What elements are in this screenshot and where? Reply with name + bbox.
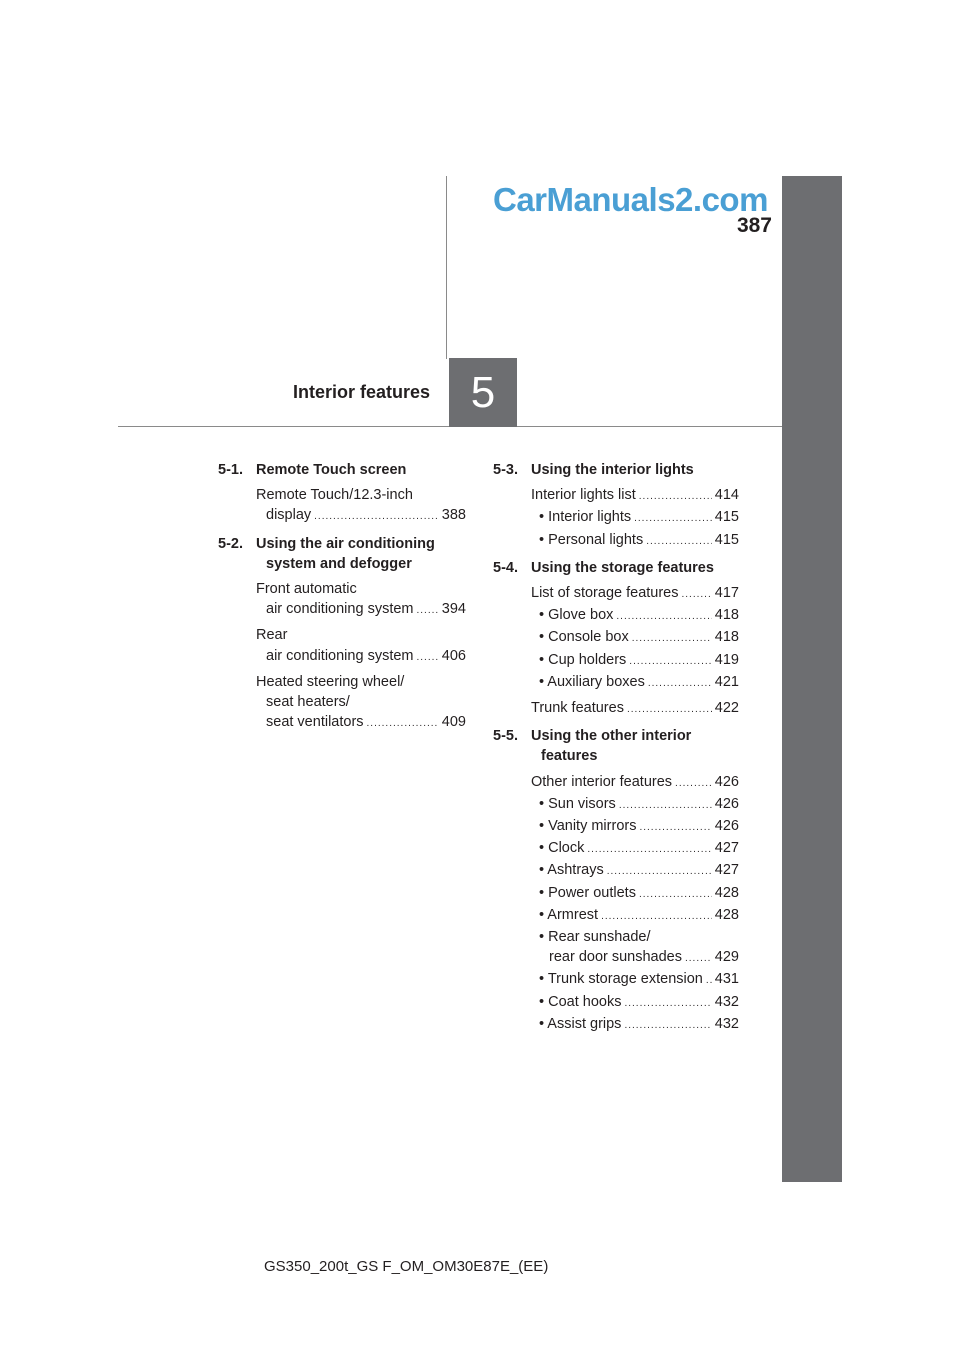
toc-leader-dots [639, 885, 712, 905]
toc-leader-dots [367, 714, 439, 734]
toc-entry-last-line [539, 947, 739, 969]
watermark: CarManuals2.com [493, 181, 768, 218]
toc-page-number: 415 [714, 531, 739, 548]
toc-entry-text: • Glove box [539, 607, 614, 624]
toc-entry-link[interactable] [539, 838, 739, 860]
toc-page-number: 432 [714, 993, 739, 1010]
toc-entry-link[interactable] [539, 905, 739, 927]
section-title: Using the air conditioning system and defogger [256, 535, 435, 572]
toc-entry-link[interactable] [539, 1014, 739, 1036]
chapter-number: 5 [449, 358, 517, 427]
toc-page-number: 418 [714, 607, 739, 624]
toc-section-heading[interactable] [218, 534, 466, 574]
toc-entry [493, 1014, 739, 1036]
toc-page-number: 394 [441, 601, 466, 618]
toc-leader-dots [417, 648, 439, 668]
toc-entry-link[interactable] [531, 772, 739, 794]
toc-entry [493, 627, 739, 649]
toc-entry-link[interactable] [539, 883, 739, 905]
toc-leader-dots [675, 774, 712, 794]
toc-entry-text: Trunk features [531, 700, 624, 717]
toc-page-number: 419 [714, 651, 739, 668]
toc-leader-dots [314, 507, 439, 527]
toc-entry [493, 485, 739, 507]
footer-code: GS350_200t_GS F_OM_OM30E87E_(EE) [264, 1258, 549, 1275]
toc-entry-line: Remote Touch/12.3-inch [256, 487, 413, 504]
toc-page-number: 414 [714, 487, 739, 504]
toc-entry-link[interactable] [531, 698, 739, 720]
toc-leader-dots [587, 840, 711, 860]
toc-entry [493, 672, 739, 694]
toc-section [493, 460, 739, 552]
toc-entry-text: air conditioning system [266, 601, 414, 618]
toc-entry-text: • Auxiliary boxes [539, 673, 645, 690]
toc-leader-dots [639, 818, 711, 838]
section-number: 5-2. [218, 535, 243, 552]
toc-entry-text: • Armrest [539, 906, 599, 923]
toc-leader-dots [648, 674, 712, 694]
toc-entry-link[interactable] [266, 505, 466, 527]
toc-page-number: 427 [714, 862, 739, 879]
toc-entry-line: • Rear sunshade/ [539, 929, 651, 946]
toc-entry [493, 860, 739, 882]
toc-entry-link[interactable] [539, 507, 739, 529]
toc-section [493, 726, 739, 1036]
section-title: Using the interior lights [531, 462, 694, 478]
toc-entry-link[interactable] [539, 992, 739, 1014]
toc-page-number: 428 [714, 906, 739, 923]
toc-entry [493, 838, 739, 860]
toc-entry-link[interactable] [539, 605, 739, 627]
chapter-title: Interior features [292, 382, 430, 402]
toc-entry-text: Other interior features [531, 773, 673, 790]
toc-entry-last-line [256, 505, 466, 527]
toc-leader-dots [706, 971, 712, 991]
toc-entry-link[interactable] [266, 646, 466, 668]
toc-entry [493, 905, 739, 927]
toc-entry-text: • Ashtrays [539, 862, 604, 879]
toc-entry-link[interactable] [266, 712, 466, 734]
toc-page-number: 427 [714, 840, 739, 857]
toc-left-column [218, 460, 466, 740]
toc-entry-text: • Power outlets [539, 884, 636, 901]
toc-entry [493, 698, 739, 720]
toc-section [218, 534, 466, 735]
toc-entry [493, 927, 739, 969]
toc-leader-dots [629, 652, 712, 672]
toc-entry-text: • Coat hooks [539, 993, 622, 1010]
toc-leader-dots [685, 949, 712, 969]
toc-entry-link[interactable] [539, 794, 739, 816]
toc-entry-text: rear door sunshades [549, 949, 682, 966]
toc-section-heading[interactable] [493, 726, 739, 766]
toc-entry-last-line [256, 712, 466, 734]
section-title: Remote Touch screen [256, 462, 407, 478]
toc-section-heading[interactable] [493, 558, 739, 578]
toc-entry [493, 772, 739, 794]
toc-entry [493, 507, 739, 529]
chapter-side-tab [782, 176, 842, 1182]
toc-entry-line: Rear [256, 627, 288, 644]
toc-entry-text: • Console box [539, 629, 629, 646]
toc-section [493, 558, 739, 720]
toc-entry-last-line [256, 599, 466, 621]
toc-entry-text: • Cup holders [539, 651, 627, 668]
toc-leader-dots [607, 862, 712, 882]
toc-page-number: 432 [714, 1015, 739, 1032]
toc-entry-text: List of storage features [531, 585, 679, 602]
toc-leader-dots [624, 994, 711, 1014]
toc-entry-text: air conditioning system [266, 647, 414, 664]
toc-right-column [493, 460, 739, 1042]
toc-entry-text: • Clock [539, 840, 585, 857]
toc-entry-text: seat ventilators [266, 714, 364, 731]
section-number: 5-3. [493, 462, 518, 478]
toc-entry-text: • Vanity mirrors [539, 818, 637, 835]
toc-entry [218, 579, 466, 621]
toc-entry-text: • Trunk storage extension [539, 971, 703, 988]
toc-leader-dots [639, 487, 712, 507]
toc-leader-dots [634, 509, 712, 529]
toc-entry-link[interactable] [539, 627, 739, 649]
section-title: Using the other interior features [531, 728, 692, 765]
toc-entry-link[interactable] [539, 672, 739, 694]
section-title: Using the storage features [531, 559, 714, 576]
section-number: 5-1. [218, 462, 243, 478]
toc-leader-dots [417, 601, 439, 621]
toc-page-number: 409 [441, 714, 466, 731]
toc-entry-text: • Interior lights [539, 509, 632, 526]
toc-section-heading[interactable] [218, 460, 466, 480]
toc-entry [493, 816, 739, 838]
toc-entry-link[interactable] [531, 583, 739, 605]
toc-entry-link[interactable] [539, 816, 739, 838]
toc-page-number: 388 [441, 507, 466, 524]
toc-entry-line: seat heaters/ [266, 694, 350, 711]
toc-entry [493, 992, 739, 1014]
toc-leader-dots [619, 796, 712, 816]
toc-entry [493, 605, 739, 627]
toc-entry [493, 794, 739, 816]
toc-entry [218, 625, 466, 667]
toc-leader-dots [616, 607, 711, 627]
toc-entry [218, 485, 466, 527]
toc-page-number: 431 [714, 971, 739, 988]
toc-entry-text: display [266, 507, 312, 524]
toc-page-number: 422 [714, 700, 739, 717]
toc-page-number: 415 [714, 509, 739, 526]
toc-entry [493, 969, 739, 991]
toc-leader-dots [632, 629, 712, 649]
toc-entry-line: Heated steering wheel/ [256, 673, 405, 690]
toc-page-number: 426 [714, 818, 739, 835]
toc-leader-dots [624, 1016, 711, 1036]
toc-entry-text: • Assist grips [539, 1015, 622, 1032]
toc-page-number: 421 [714, 673, 739, 690]
toc-page-number: 429 [714, 949, 739, 966]
toc-entry-link[interactable] [539, 650, 739, 672]
toc-page-number: 426 [714, 795, 739, 812]
toc-page-number: 428 [714, 884, 739, 901]
toc-leader-dots [646, 532, 712, 552]
section-number: 5-5. [493, 728, 518, 745]
toc-page-number: 406 [441, 647, 466, 664]
header-divider-vertical [446, 176, 447, 359]
toc-entry-text: Interior lights list [531, 487, 636, 504]
toc-entry-text: • Personal lights [539, 531, 644, 548]
toc-page-number: 426 [714, 773, 739, 790]
toc-entry [493, 883, 739, 905]
toc-page-number: 418 [714, 629, 739, 646]
toc-entry-link[interactable] [539, 530, 739, 552]
toc-entry [493, 583, 739, 605]
toc-page-number: 417 [714, 585, 739, 602]
toc-section [218, 460, 466, 528]
toc-entry-line: Front automatic [256, 581, 357, 598]
toc-entry-link[interactable] [539, 969, 739, 991]
toc-entry [493, 530, 739, 552]
toc-leader-dots [627, 700, 712, 720]
toc-entry-last-line [256, 646, 466, 668]
toc-entry-link[interactable] [549, 947, 739, 969]
page-number: 387 [736, 214, 772, 237]
toc-entry-link[interactable] [266, 599, 466, 621]
toc-entry-link[interactable] [539, 860, 739, 882]
toc-entry-text: • Sun visors [539, 795, 616, 812]
toc-entry [493, 650, 739, 672]
toc-entry [218, 672, 466, 735]
toc-section-heading[interactable] [493, 460, 739, 480]
section-number: 5-4. [493, 559, 518, 576]
toc-leader-dots [601, 907, 712, 927]
toc-entry-link[interactable] [531, 485, 739, 507]
toc-leader-dots [682, 585, 712, 605]
